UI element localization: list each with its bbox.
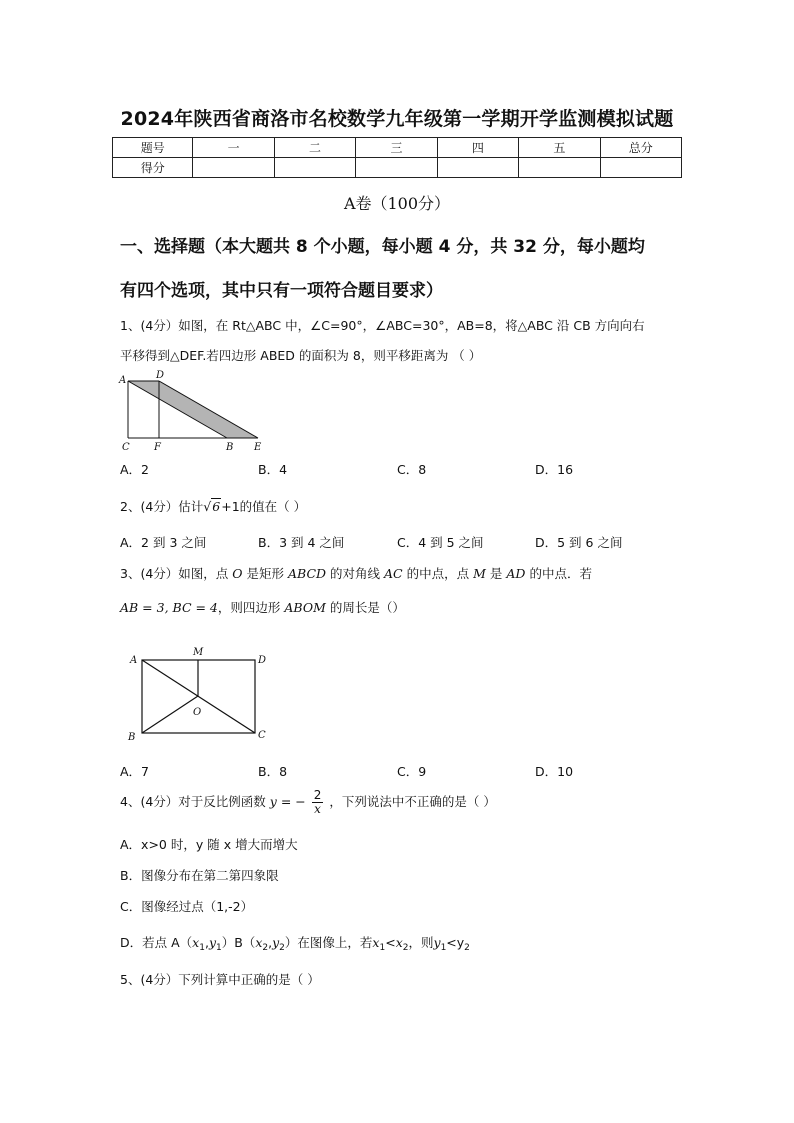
q4-d-subscript: 1 [379,943,386,953]
q5-text: 5、(4分）下列计算中正确的是（ ） [120,972,320,987]
q3-text-part: ，则四边形 [217,600,281,615]
q4-d-subscript: 2 [402,943,409,953]
score-cell-empty [437,158,518,178]
q1-option-b[interactable]: B．4 [258,462,288,477]
q1-option-d[interactable]: D．16 [535,462,574,477]
q4-d-subscript: 1 [440,943,447,953]
q3-math-m: M [473,566,486,581]
q3-label-b: B [128,732,136,743]
q4-d-subscript: 2 [262,943,269,953]
q4-d-text: D．若点 A（ [120,935,193,950]
score-cell: 二 [274,138,355,158]
q3-text-part: 的周长是（） [329,600,405,615]
q3-math-o: O [232,566,243,581]
q4-prefix: 4、(4分）对于反比例函数 [120,794,266,809]
sqrt-symbol: √ [203,499,212,514]
score-table-header-row [113,138,682,158]
q4-option-d[interactable]: D．若点 $A(x_1,y_1)B(x_2,y_2)$在图像上，若$x_1<x_2$，则$y_1<y_2$ [120,935,470,953]
q3-text-part: 是 [489,566,503,581]
q3-label-c: C [258,730,266,741]
q3-text-line2 [120,598,405,616]
q1-text-line1: 1、(4分）如图，在 Rt△ABC 中，∠C=90°，∠ABC=30°，AB=8，将△ABC 沿 CB 方向向右 [120,318,645,333]
score-cell-empty [356,158,437,178]
section-heading-line2: 有四个选项，其中只有一项符合题目要求） [120,281,443,301]
q4-d-subscript: 1 [216,943,222,953]
q1-option-a[interactable]: A．2 [120,462,150,477]
q3-math-condition: AB = 3, BC = 4 [120,600,218,615]
q4-d-subscript: 1 [199,943,205,953]
q4-d-subscript: 2 [279,943,285,953]
q3-label-o: O [193,707,202,718]
q3-option-d[interactable]: D．10 [535,764,574,779]
q3-math-abcd: ABCD [288,566,327,581]
q3-math-abom: ABOM [284,600,326,615]
q1-label-a: A [119,375,127,386]
q1-label-c: C [122,442,130,453]
q1-text-line2: 平移得到△DEF.若四边形 ABED 的面积为 8，则平移距离为 （ ） [120,348,482,363]
q1-segment-de [159,381,258,438]
score-cell: 五 [519,138,600,158]
q3-text-part: 的中点．若 [529,566,592,581]
q4-d-text: ，则 [408,935,434,950]
q1-label-e: E [254,442,262,453]
q4-d-math: x [372,935,380,950]
q3-option-c[interactable]: C．9 [397,764,427,779]
q1-shaded-parallelogram [128,381,258,438]
q2-radicand: 6 [212,499,221,514]
q3-text-part: 的中点，点 [406,566,470,581]
q2-plus-one: +1 [221,499,240,514]
exam-title: 2024年陕西省商洛市名校数学九年级第一学期开学监测模拟试题 [120,108,674,130]
q2-option-a[interactable]: A．2 到 3 之间 [120,535,207,550]
q4-d-text: <y [446,935,465,950]
q4-d-math: x [255,935,263,950]
score-cell: 四 [437,138,518,158]
q4-d-text: ）在图像上，若 [284,935,373,950]
q4-d-text: ）B（ [221,935,256,950]
q3-figure [120,642,272,744]
q2-text [120,497,306,515]
volume-heading: A卷（100分） [343,194,451,213]
q4-suffix: ，下列说法中不正确的是（ ） [329,794,496,809]
score-cell-empty [193,158,274,178]
q4-d-subscript: 2 [464,943,470,953]
q4-fraction [312,789,324,816]
q3-option-b[interactable]: B．8 [258,764,288,779]
q4-d-math: x [395,935,403,950]
score-cell: 得分 [113,158,193,178]
q4-fraction-numerator: 2 [313,788,322,802]
q3-math-ad: AD [506,566,526,581]
q1-label-f: F [154,442,161,453]
q3-segment-bo [142,696,198,733]
q4-text [120,789,496,816]
q3-label-m: M [193,647,204,658]
q3-label-a: A [130,655,138,666]
q1-segment-ab [128,381,227,438]
q2-option-d[interactable]: D．5 到 6 之间 [535,535,623,550]
q1-label-d: D [156,370,165,381]
q4-fraction-denominator: x [314,802,321,816]
q2-prefix: 2、(4分）估计 [120,499,204,514]
section-heading-line1: 一、选择题（本大题共 8 个小题，每小题 4 分，共 32 分，每小题均 [120,237,645,257]
score-cell: 一 [193,138,274,158]
q4-function-lhs: y = − [269,794,306,809]
score-cell-empty [600,158,681,178]
score-cell: 总分 [600,138,681,158]
q2-suffix: 的值在（ ） [239,499,307,514]
q4-d-text: < [385,935,396,950]
score-cell-empty [274,158,355,178]
q3-text-line1 [120,564,592,582]
q4-d-math: y [433,935,441,950]
q3-text-part: 的对角线 [330,566,381,581]
q2-option-c[interactable]: C．4 到 5 之间 [397,535,484,550]
q1-figure [116,368,276,456]
q4-d-math: y [208,935,216,950]
q3-text-part: 3、(4分）如图，点 [120,566,229,581]
score-table [112,137,682,178]
score-cell-empty [519,158,600,178]
q3-text-part: 是矩形 [246,566,285,581]
q4-d-math: y [272,935,280,950]
q1-label-b: B [226,442,234,453]
score-cell: 三 [356,138,437,158]
q4-option-a[interactable]: A．x>0 时，y 随 x 增大而增大 [120,837,298,852]
q4-option-b[interactable]: B．图像分布在第二第四象限 [120,868,279,883]
q3-math-ac: AC [384,566,403,581]
q1-option-c[interactable]: C．8 [397,462,427,477]
score-table-score-row [113,158,682,178]
q4-option-c[interactable]: C．图像经过点（1,-2） [120,899,254,914]
q3-label-d: D [258,655,267,666]
score-cell: 题号 [113,138,193,158]
q3-option-a[interactable]: A．7 [120,764,150,779]
q4-d-math: x [192,935,200,950]
q2-option-b[interactable]: B．3 到 4 之间 [258,535,345,550]
